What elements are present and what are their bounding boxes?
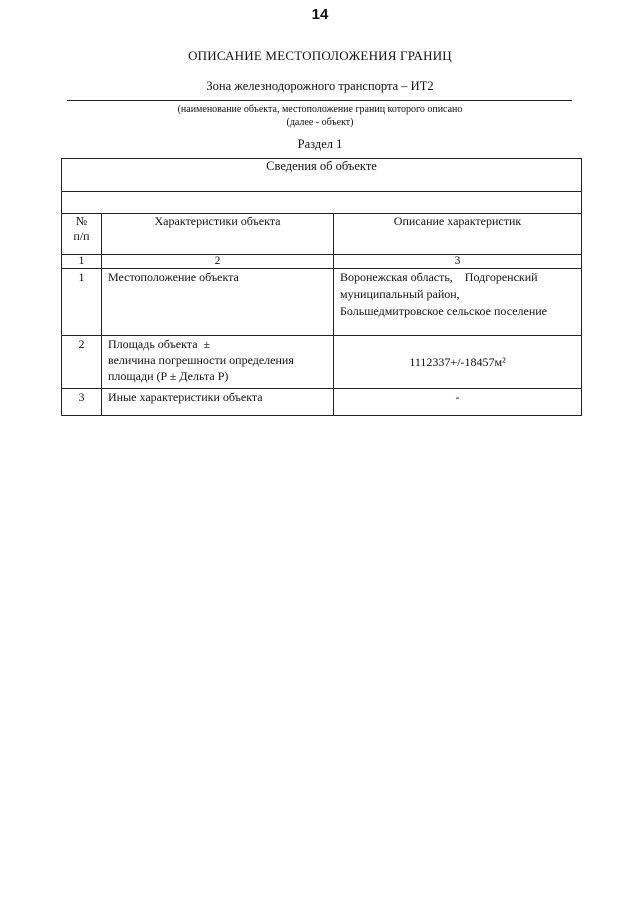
characteristic-line: Площадь объекта ± bbox=[108, 337, 211, 351]
table-header: Сведения об объекте bbox=[62, 159, 582, 192]
object-info-table bbox=[61, 158, 582, 416]
description-line: муниципальный район, bbox=[340, 287, 460, 301]
description-line: Воронежская область, Подгоренский bbox=[340, 270, 538, 284]
section-title: Раздел 1 bbox=[297, 137, 343, 151]
row-characteristic bbox=[102, 336, 334, 389]
underline-rule bbox=[67, 100, 572, 101]
column-number-cell: 2 bbox=[102, 255, 334, 269]
column-header-characteristic: Характеристики объекта bbox=[102, 214, 334, 255]
column-number-abbr: п/п bbox=[73, 229, 90, 243]
row-description: 1112337+/-18457м² bbox=[334, 336, 582, 389]
object-caption bbox=[0, 103, 640, 129]
blank-cell bbox=[62, 192, 582, 214]
table-row bbox=[62, 389, 582, 416]
row-description bbox=[334, 269, 582, 336]
caption-line-2: (далее - объект) bbox=[286, 117, 354, 128]
table-row bbox=[62, 269, 582, 336]
column-header-number bbox=[62, 214, 102, 255]
caption-line-1: (наименование объекта, местоположение границ которого описано bbox=[177, 104, 463, 115]
characteristic-line: площади (P ± Дельта P) bbox=[108, 369, 229, 383]
characteristic-line: величина погрешности определения bbox=[108, 353, 294, 367]
zone-name: Зона железнодорожного транспорта – ИТ2 bbox=[206, 79, 434, 93]
table-row bbox=[62, 336, 582, 389]
column-header-row bbox=[62, 214, 582, 255]
table-header-row bbox=[62, 159, 582, 192]
row-number: 2 bbox=[62, 336, 102, 389]
row-number: 3 bbox=[62, 389, 102, 416]
column-number-cell: 1 bbox=[62, 255, 102, 269]
page-number: 14 bbox=[311, 6, 329, 23]
column-number-sign: № bbox=[75, 214, 88, 228]
column-header-description: Описание характеристик bbox=[334, 214, 582, 255]
row-number: 1 bbox=[62, 269, 102, 336]
row-characteristic: Иные характеристики объекта bbox=[102, 389, 334, 416]
document-title: ОПИСАНИЕ МЕСТОПОЛОЖЕНИЯ ГРАНИЦ bbox=[188, 48, 452, 63]
row-description: - bbox=[334, 389, 582, 416]
column-numbering-row bbox=[62, 255, 582, 269]
row-characteristic: Местоположение объекта bbox=[102, 269, 334, 336]
column-number-cell: 3 bbox=[334, 255, 582, 269]
description-line: Большедмитровское сельское поселение bbox=[340, 304, 548, 318]
table-blank-row bbox=[62, 192, 582, 214]
